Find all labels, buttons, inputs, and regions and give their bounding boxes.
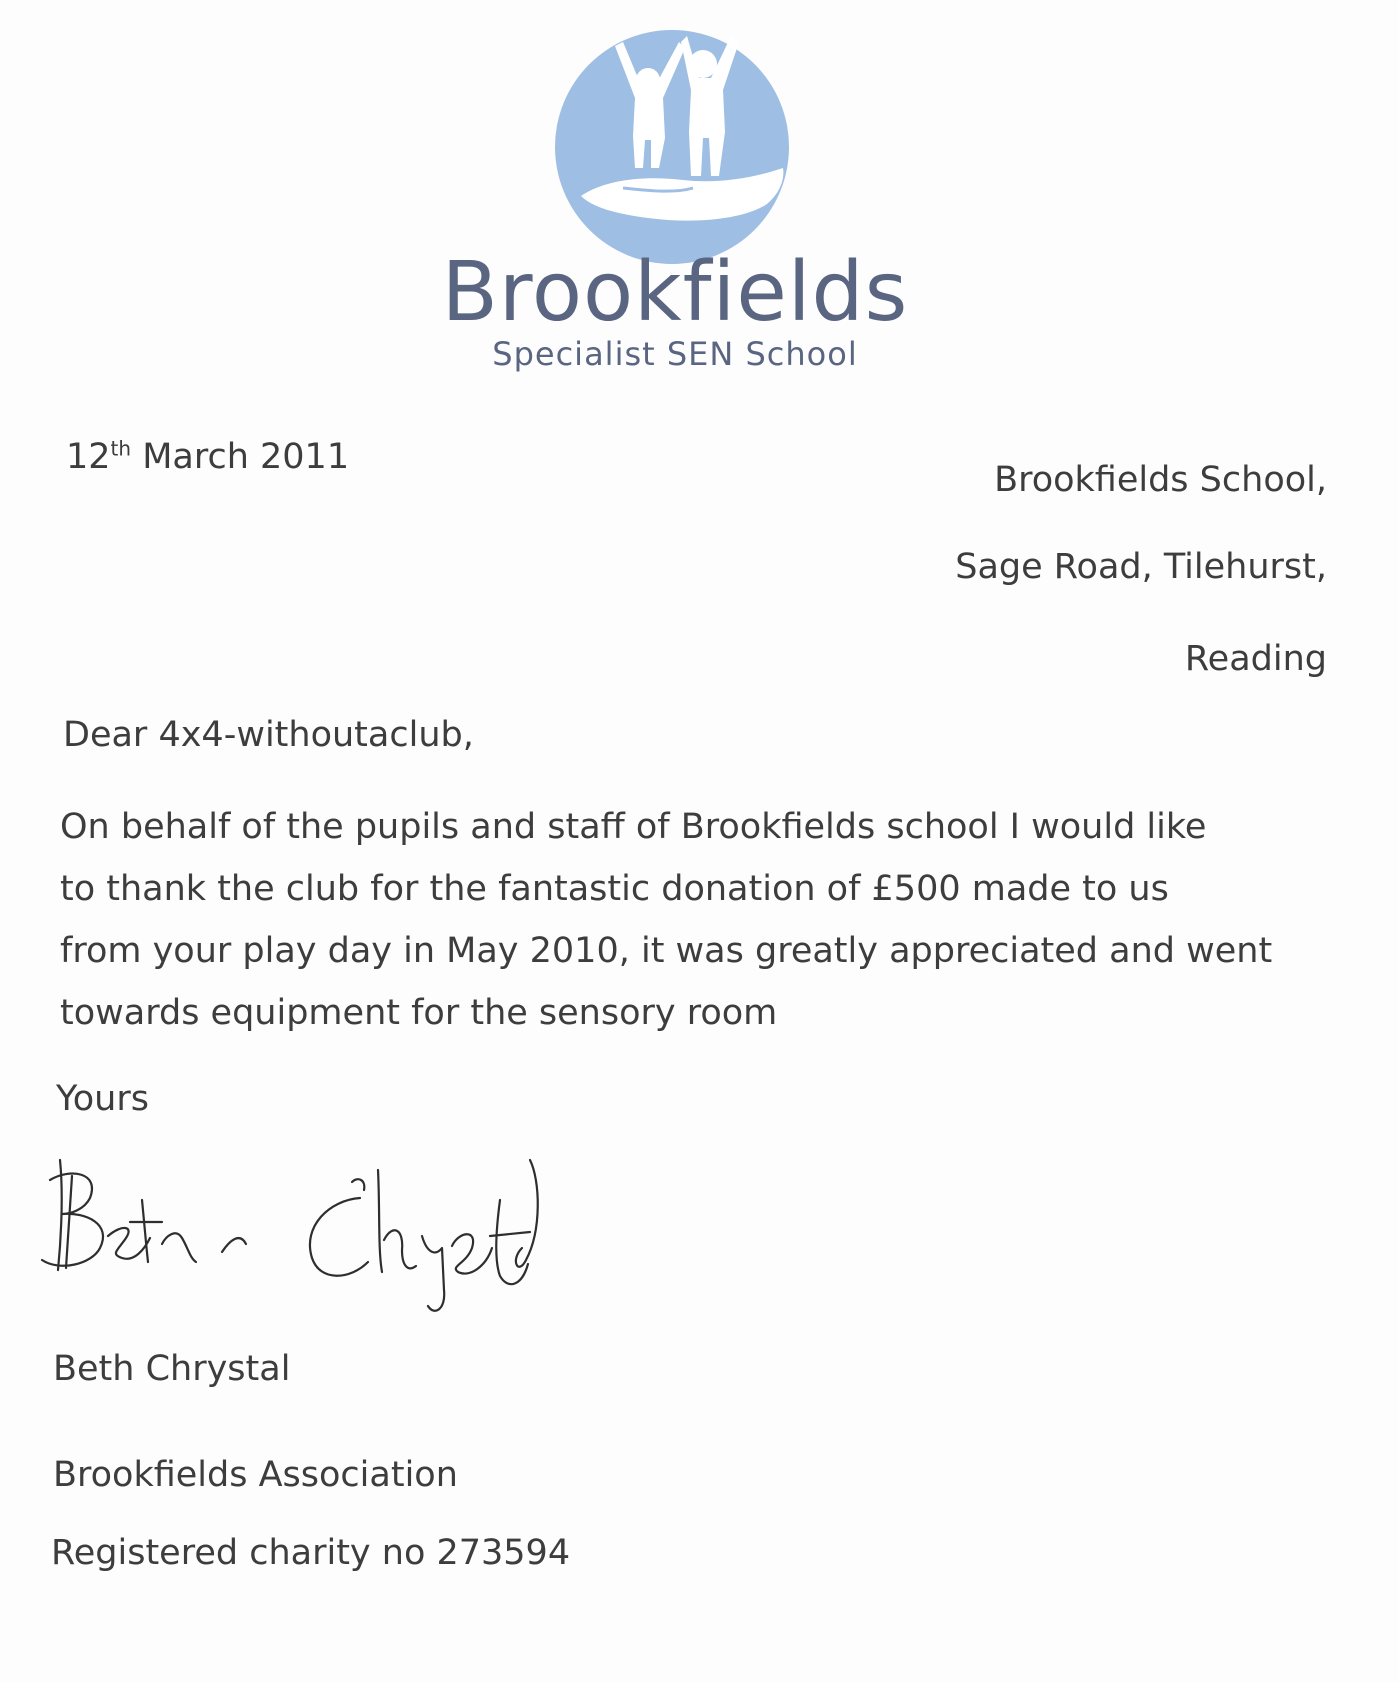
date-day: 12	[66, 437, 111, 477]
school-logo-icon	[553, 28, 791, 266]
charity-number: Registered charity no 273594	[51, 1533, 571, 1573]
body-line: towards equipment for the sensory room	[60, 993, 778, 1033]
address-line: Brookfields School,	[994, 460, 1327, 500]
date-month-year: March 2011	[131, 437, 350, 477]
signer-name: Beth Chrystal	[53, 1349, 291, 1389]
body-line: from your play day in May 2010, it was greatly appreciated and went	[60, 931, 1273, 971]
school-name: Brookfields	[441, 245, 909, 340]
body-line: On behalf of the pupils and staff of Brookfields school I would like	[60, 807, 1207, 847]
letter-date	[66, 436, 350, 477]
body-line: to thank the club for the fantastic donation of £500 made to us	[60, 869, 1169, 909]
date-suffix: th	[110, 436, 132, 461]
school-subtitle: Specialist SEN School	[492, 335, 858, 373]
closing: Yours	[56, 1079, 149, 1119]
salutation: Dear 4x4-withoutaclub,	[63, 715, 474, 755]
address-line: Sage Road, Tilehurst,	[955, 547, 1327, 587]
address-line: Reading	[1184, 639, 1327, 679]
signer-organisation: Brookfields Association	[53, 1455, 458, 1495]
handwritten-signature	[30, 1140, 600, 1330]
